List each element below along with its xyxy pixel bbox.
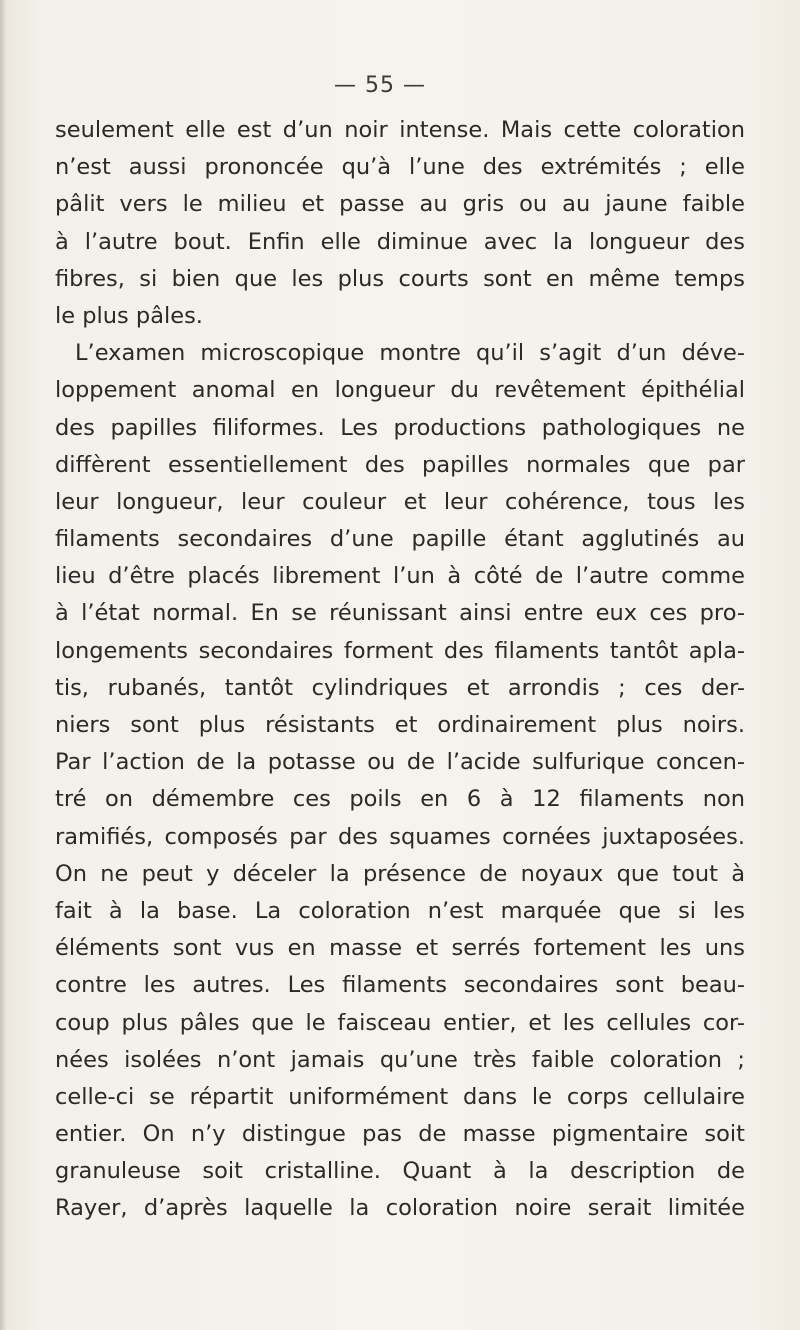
- text-line: entier. On n’y distingue pas de masse pigmentaire soit: [55, 1121, 745, 1148]
- text-line: L’examen microscopique montre qu’il s’agit d’un déve-: [75, 340, 745, 367]
- text-line: coup plus pâles que le faisceau entier, et les cellules cor-: [55, 1009, 745, 1036]
- text-line: tré on démembre ces poils en 6 à 12 filaments non: [55, 786, 745, 813]
- text-line: tis, rubanés, tantôt cylindriques et arrondis ; ces der-: [55, 674, 745, 701]
- text-line: Par l’action de la potasse ou de l’acide sulfurique concen-: [55, 749, 745, 776]
- page-number: — 55 —: [334, 73, 426, 98]
- text-line: lieu d’être placés librement l’un à côté de l’autre comme: [55, 563, 745, 590]
- text-line: niers sont plus résistants et ordinairement plus noirs.: [55, 712, 745, 738]
- text-line: granuleuse soit cristalline. Quant à la description de: [55, 1158, 745, 1185]
- text-line: nées isolées n’ont jamais qu’une très faible coloration ;: [55, 1046, 745, 1073]
- text-line: éléments sont vus en masse et serrés fortement les uns: [55, 935, 745, 962]
- text-line: contre les autres. Les filaments secondaires sont beau-: [55, 972, 745, 999]
- page-binding-edge: [0, 0, 6, 1330]
- text-line: pâlit vers le milieu et passe au gris ou au jaune faible: [55, 191, 745, 218]
- text-line: celle-ci se répartit uniformément dans le corps cellulaire: [55, 1083, 745, 1110]
- text-line: le plus pâles.: [55, 302, 203, 329]
- text-line: à l’autre bout. Enfin elle diminue avec la longueur des: [55, 228, 745, 255]
- text-line: à l’état normal. En se réunissant ainsi entre eux ces pro-: [55, 600, 745, 627]
- text-line: fait à la base. La coloration n’est marquée que si les: [55, 897, 745, 924]
- text-line: filaments secondaires d’une papille étant agglutinés au: [55, 526, 745, 553]
- text-line: fibres, si bien que les plus courts sont en même temps: [55, 265, 745, 292]
- text-line: seulement elle est d’un noir intense. Mais cette coloration: [55, 117, 745, 143]
- text-line: loppement anomal en longueur du revêtement épithélial: [55, 377, 745, 404]
- text-line: diffèrent essentiellement des papilles normales que par: [55, 451, 745, 478]
- text-line: leur longueur, leur couleur et leur cohérence, tous les: [55, 488, 745, 515]
- text-line: ramifiés, composés par des squames cornées juxtaposées.: [55, 823, 745, 850]
- text-line: longements secondaires forment des filaments tantôt apla-: [55, 637, 745, 664]
- text-line: Rayer, d’après laquelle la coloration noire serait limitée: [55, 1195, 745, 1222]
- text-line: des papilles filiformes. Les productions pathologiques ne: [55, 414, 745, 441]
- text-line: n’est aussi prononcée qu’à l’une des extrémités ; elle: [55, 154, 745, 181]
- text-line: On ne peut y déceler la présence de noyaux que tout à: [55, 860, 745, 887]
- body-text: [55, 112, 745, 1228]
